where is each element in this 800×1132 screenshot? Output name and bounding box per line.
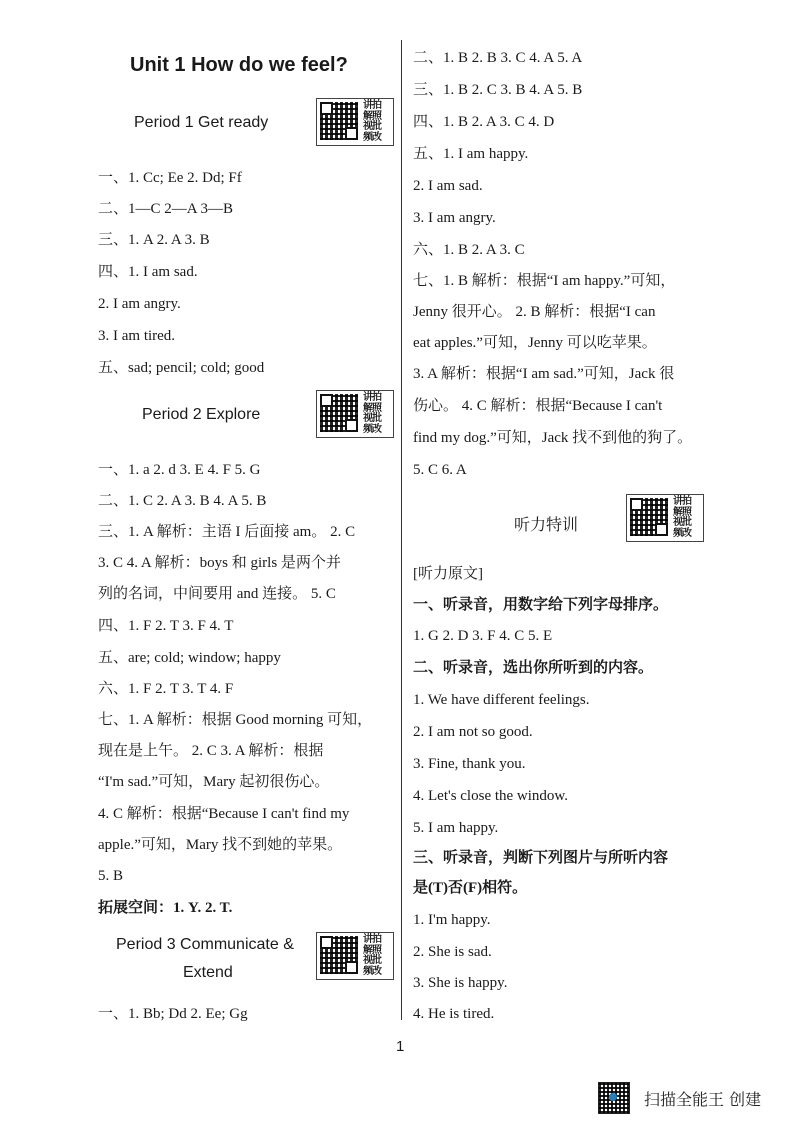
answer-line: “I'm sad.”可知，Mary 起初很伤心。 [98, 774, 330, 790]
answer-line: 5. B [98, 868, 124, 884]
scanner-text: 扫描全能王 创建 [644, 1089, 762, 1109]
answer-line: 2. She is sad. [413, 944, 492, 960]
answer-line: 3. A 解析：根据“I am sad.”可知，Jack 很 [413, 366, 675, 382]
answer-line: [听力原文] [413, 566, 483, 582]
answer-line: 是(T)否(F)相符。 [413, 880, 528, 896]
answer-line: 四、1. F 2. T 3. F 4. T [98, 618, 234, 634]
qr-code-icon: 讲拍 解照 视批 频改 [316, 932, 394, 980]
answer-line: 4. He is tired. [413, 1006, 495, 1022]
answer-line: 3. I am angry. [413, 210, 496, 226]
answer-line: 三、1. B 2. C 3. B 4. A 5. B [413, 82, 583, 98]
answer-line: 三、1. A 2. A 3. B [98, 232, 210, 248]
answer-line: apple.”可知，Mary 找不到她的苹果。 [98, 837, 343, 853]
answer-line: 1. G 2. D 3. F 4. C 5. E [413, 628, 553, 644]
answer-line: 4. C 解析：根据“Because I can't find my [98, 806, 350, 822]
answer-line: 一、听录音，用数字给下列字母排序。 [413, 597, 669, 613]
answer-line: 一、1. Bb; Dd 2. Ee; Gg [98, 1006, 248, 1022]
answer-line: 拓展空间：1. Y. 2. T. [98, 900, 233, 916]
answer-line: 2. I am not so good. [413, 724, 533, 740]
answer-line: 四、1. B 2. A 3. C 4. D [413, 114, 555, 130]
qr-code-icon: 讲拍 解照 视批 频改 [316, 98, 394, 146]
answer-line: 二、1—C 2—A 3—B [98, 201, 234, 217]
answer-line: find my dog.”可知，Jack 找不到他的狗了。 [413, 430, 693, 446]
period-3-heading: Period 3 Communicate & [116, 936, 294, 953]
answer-line: 3. C 4. A 解析：boys 和 girls 是两个并 [98, 555, 341, 571]
answer-line: 3. Fine, thank you. [413, 756, 526, 772]
answer-line: 5. I am happy. [413, 820, 499, 836]
answer-line: 五、are; cold; window; happy [98, 650, 281, 666]
qr-code-icon: 讲拍 解照 视批 频改 [626, 494, 704, 542]
qr-code-icon: 讲拍 解照 视批 频改 [316, 390, 394, 438]
unit-title: Unit 1 How do we feel? [130, 54, 348, 76]
answer-line: 三、1. A 解析：主语 I 后面接 am。 2. C [98, 524, 356, 540]
period-3-heading-cont: Extend [183, 964, 233, 981]
scanner-qr-icon [598, 1082, 630, 1114]
answer-line: 二、1. C 2. A 3. B 4. A 5. B [98, 493, 267, 509]
answer-line: 一、1. Cc; Ee 2. Dd; Ff [98, 170, 242, 186]
answer-line: 六、1. B 2. A 3. C [413, 242, 525, 258]
period-1-heading: Period 1 Get ready [134, 114, 269, 131]
answer-line: 1. I'm happy. [413, 912, 491, 928]
listening-heading: 听力特训 [514, 517, 579, 534]
column-divider [401, 40, 402, 1020]
answer-line: 二、1. B 2. B 3. C 4. A 5. A [413, 50, 583, 66]
answer-line: 七、1. B 解析：根据“I am happy.”可知， [413, 273, 676, 289]
answer-line: 现在是上午。 2. C 3. A 解析：根据 [98, 743, 324, 759]
answer-line: 5. C 6. A [413, 462, 467, 478]
answer-line: 4. Let's close the window. [413, 788, 569, 804]
answer-line: eat apples.”可知，Jenny 可以吃苹果。 [413, 335, 657, 351]
answer-line: 七、1. A 解析：根据 Good morning 可知， [98, 712, 373, 728]
answer-line: 2. I am angry. [98, 296, 181, 312]
answer-line: 五、sad; pencil; cold; good [98, 360, 265, 376]
page-number: 1 [396, 1038, 405, 1055]
answer-line: 1. We have different feelings. [413, 692, 590, 708]
answer-line: 六、1. F 2. T 3. T 4. F [98, 681, 234, 697]
answer-line: 伤心。 4. C 解析：根据“Because I can't [413, 398, 663, 414]
answer-line: Jenny 很开心。 2. B 解析：根据“I can [413, 304, 656, 320]
answer-line: 一、1. a 2. d 3. E 4. F 5. G [98, 462, 261, 478]
answer-line: 列的名词，中间要用 and 连接。 5. C [98, 586, 336, 602]
answer-line: 三、听录音，判断下列图片与所听内容 [413, 850, 669, 866]
answer-line: 二、听录音，选出你所听到的内容。 [413, 660, 654, 676]
period-2-heading: Period 2 Explore [142, 406, 261, 423]
answer-line: 2. I am sad. [413, 178, 483, 194]
answer-line: 3. I am tired. [98, 328, 176, 344]
answer-line: 四、1. I am sad. [98, 264, 198, 280]
answer-line: 3. She is happy. [413, 975, 508, 991]
answer-line: 五、1. I am happy. [413, 146, 529, 162]
scanner-watermark [598, 1082, 761, 1114]
